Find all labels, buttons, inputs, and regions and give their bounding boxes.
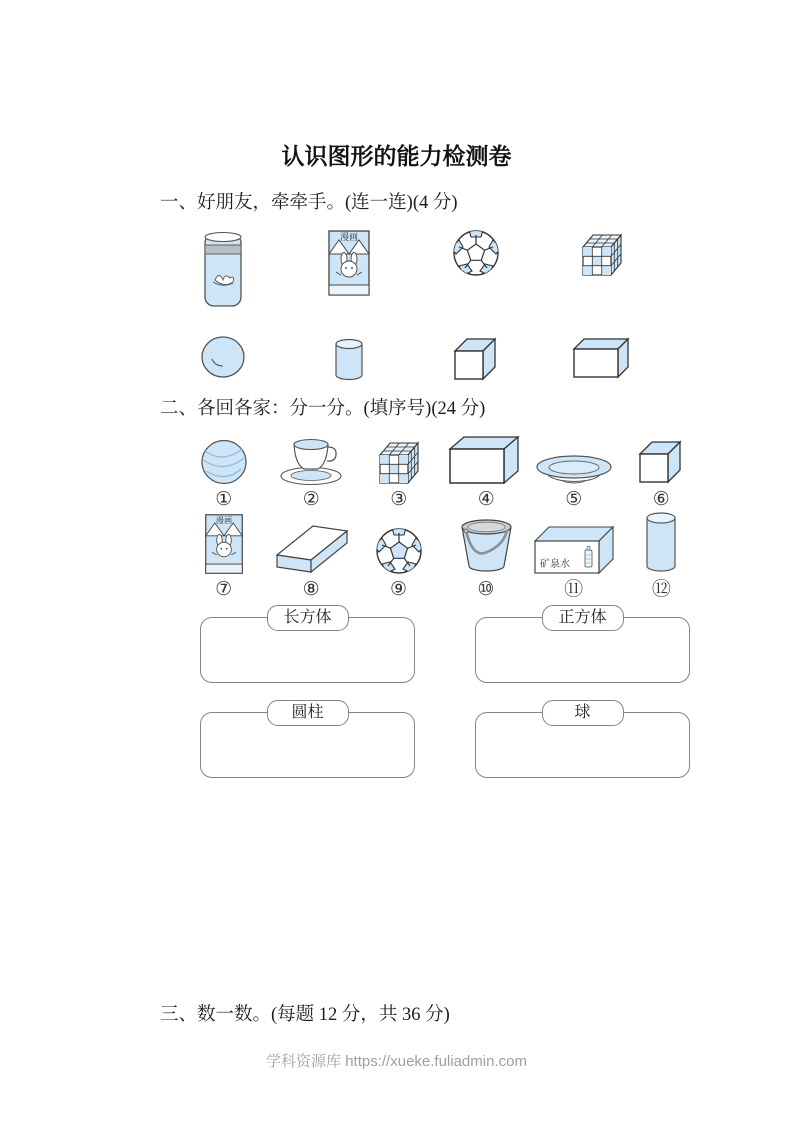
q1-shape-cuboid — [539, 335, 665, 379]
q2-item-11 — [530, 505, 618, 601]
water-box-text: 矿泉水 — [539, 559, 570, 570]
sphere-icon — [200, 335, 246, 379]
cylinder-icon — [332, 335, 366, 383]
cuboid-icon — [572, 335, 632, 379]
q2-item-3 — [355, 433, 443, 511]
category-label-cylinder: 圆柱 — [267, 700, 349, 726]
q2-item-7 — [180, 505, 267, 601]
item-number: ⑪ — [564, 578, 584, 600]
water-box-icon — [530, 520, 618, 576]
q1-shape-sphere — [160, 335, 286, 379]
item-number: ② — [302, 488, 320, 510]
q1-object-comic-book — [286, 228, 412, 298]
flat-box-icon — [272, 520, 350, 576]
item-number: ④ — [477, 488, 495, 510]
comic-title-text: 漫画 — [340, 232, 359, 242]
q2-heading: 二、各回各家：分一分。(填序号)(24 分) — [160, 399, 486, 419]
q1-object-thermos — [160, 228, 286, 312]
teacup-icon — [278, 434, 344, 486]
comic-title-text: 漫画 — [215, 516, 232, 525]
q2-items-row-2 — [180, 505, 705, 601]
q1-object-rubiks-cube — [539, 228, 665, 278]
q1-shape-cylinder — [286, 335, 412, 383]
q1-object-soccer-ball — [413, 228, 539, 278]
q2-item-1 — [180, 433, 268, 511]
soccer-ball-icon — [451, 228, 501, 278]
cylinder-icon — [643, 508, 679, 576]
plate-icon — [534, 454, 614, 486]
item-number: ① — [215, 488, 233, 510]
soccer-ball-icon — [374, 526, 424, 576]
category-label-cuboid: 长方体 — [267, 605, 349, 631]
item-number: ⑩ — [477, 578, 495, 600]
box-icon — [447, 434, 525, 486]
cube-icon — [451, 335, 501, 383]
item-number: ⑨ — [389, 578, 408, 600]
comic-book-icon — [203, 512, 245, 576]
rubiks-cube-icon — [375, 436, 423, 486]
q2-answer-boxes — [200, 609, 690, 778]
q1-shapes-row — [160, 335, 665, 383]
q2-item-4 — [443, 433, 531, 511]
q2-item-9 — [355, 505, 442, 601]
q2-item-12 — [618, 505, 705, 601]
q1-objects-row — [160, 228, 665, 312]
item-number: ⑦ — [215, 578, 233, 600]
item-number: ⑤ — [565, 488, 583, 510]
page-title: 认识图形的能力检测卷 — [281, 143, 512, 169]
q2-item-8 — [267, 505, 354, 601]
q2-items-row-1 — [180, 433, 705, 511]
q1-shape-cube — [413, 335, 539, 383]
item-number: ⑥ — [652, 488, 670, 510]
item-number: ③ — [390, 488, 408, 510]
footer-watermark: 学科资源库 https://xueke.fuliadmin.com — [266, 1053, 527, 1070]
answer-box-sphere — [475, 704, 690, 778]
rubiks-cube-icon — [578, 228, 626, 278]
cube-icon — [636, 438, 686, 486]
bucket-icon — [457, 514, 515, 576]
q2-item-2 — [268, 433, 356, 511]
q3-heading: 三、数一数。(每题 12 分，共 36 分) — [160, 1005, 450, 1025]
q2-item-5 — [530, 433, 618, 511]
answer-box-cylinder — [200, 704, 415, 778]
answer-box-cube — [475, 609, 690, 683]
answer-box-cuboid — [200, 609, 415, 683]
striped-ball-icon — [199, 438, 249, 486]
q1-heading: 一、好朋友，牵牵手。(连一连)(4 分) — [160, 193, 458, 213]
q2-item-6 — [618, 433, 706, 511]
comic-book-icon — [326, 228, 372, 298]
thermos-icon — [195, 228, 251, 312]
item-number: ⑧ — [302, 578, 320, 600]
item-number: ⑫ — [651, 578, 671, 600]
q2-item-10 — [442, 505, 529, 601]
category-label-cube: 正方体 — [542, 605, 624, 631]
category-label-sphere: 球 — [542, 700, 624, 726]
